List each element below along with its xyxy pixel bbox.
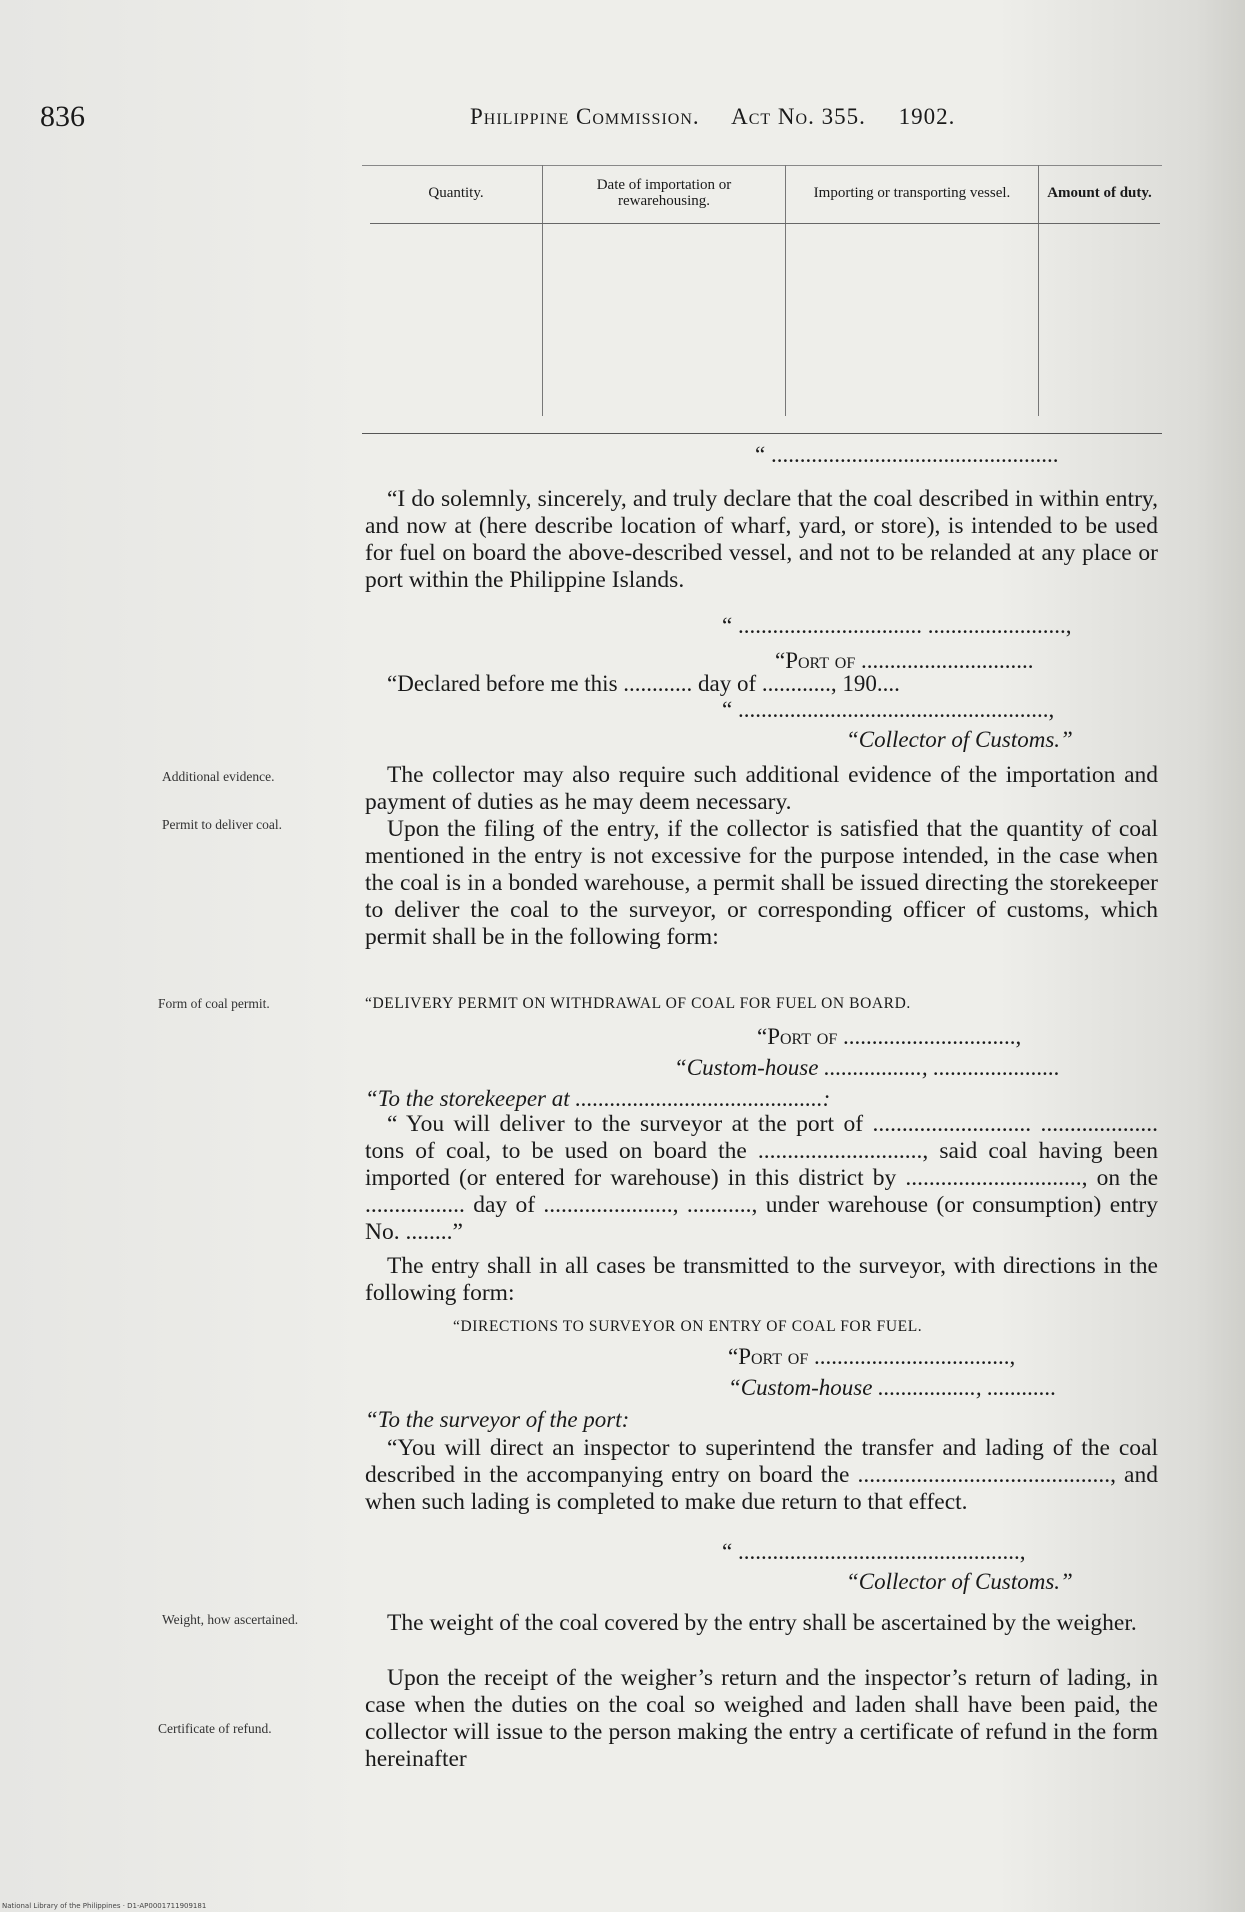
directions-heading: “DIRECTIONS TO SURVEYOR ON ENTRY OF COAL FOR FUEL. <box>453 1318 923 1335</box>
table-cell <box>370 224 543 417</box>
margin-note-additional-evidence: Additional evidence. <box>162 769 275 784</box>
collector-signature: “Collector of Customs.” <box>846 727 1073 752</box>
signature-line: “ ................................ ........................, <box>722 613 1072 638</box>
declared-before-line: “Declared before me this ............ day of ............, 190.... <box>387 671 900 696</box>
column-header-vessel: Importing or transporting vessel. <box>786 165 1039 224</box>
delivery-permit-heading: “DELIVERY PERMIT ON WITHDRAWAL OF COAL FOR FUEL ON BOARD. <box>365 995 911 1012</box>
signature-line: “ ................................................., <box>722 1539 1026 1564</box>
table-header-row <box>370 165 1160 224</box>
entry-transmittal-paragraph: The entry shall in all cases be transmitted to the surveyor, with directions in the following form: <box>365 1253 1158 1306</box>
table-cell <box>786 224 1039 417</box>
custom-house-line: “Custom-house ................., ...................... <box>674 1055 1060 1080</box>
column-header-date: Date of importation or rewarehousing. <box>543 165 786 224</box>
running-head <box>470 104 981 130</box>
port-of-text: “Port of .............................., <box>757 1024 1022 1049</box>
column-header-quantity: Quantity. <box>370 165 543 224</box>
to-storekeeper-line: “To the storekeeper at ...........................................: <box>365 1086 831 1111</box>
collector-signature: “Collector of Customs.” <box>846 1569 1073 1594</box>
signature-line: “ ......................................................, <box>722 697 1055 722</box>
page-number: 836 <box>40 100 85 133</box>
duty-table <box>370 165 1160 416</box>
column-header-duty: Amount of duty. <box>1039 165 1161 224</box>
running-head-year: 1902. <box>898 104 956 129</box>
margin-note-weight: Weight, how ascertained. <box>162 1612 299 1627</box>
port-of-line <box>728 1344 1015 1370</box>
custom-house-line: “Custom-house ................., ............ <box>728 1375 1057 1400</box>
table-cell <box>1039 224 1161 417</box>
page-header <box>0 100 1245 140</box>
port-of-text: “Port of .................................., <box>728 1344 1016 1369</box>
to-surveyor-line: “To the surveyor of the port: <box>365 1407 630 1432</box>
scan-credit: National Library of the Philippines · D1-AP0001711909181 <box>2 1902 207 1910</box>
permit-paragraph: Upon the filing of the entry, if the collector is satisfied that the quantity of coal mentioned in the entry is not excessive for the purpose intended, in the case when the coal is in a bonded warehouse, a permit shall be issued directing the storekeeper to deliver the coal to the surveyor, or corresponding officer of customs, which permit shall be in the following form: <box>365 816 1158 950</box>
port-of-line <box>757 1024 1021 1050</box>
declaration-text: “I do solemnly, sincerely, and truly declare that the coal described in within entry, and now at (here describe location of wharf, yard, or store), is intended to be used for fuel on board the above-described vessel, and not to be relanded at any place or port within the Philippine Islands. <box>365 486 1158 593</box>
running-head-act: Act No. 355. <box>731 104 866 129</box>
refund-paragraph: Upon the receipt of the weigher’s return and the inspector’s return of lading, in case when the duties on the coal so weighed and laden shall have been paid, the collector will issue to the person making the entry a certificate of refund in the form hereinafter <box>365 1665 1158 1772</box>
weight-paragraph: The weight of the coal covered by the entry shall be ascertained by the weigher. <box>387 1610 1137 1636</box>
margin-note-form-of-permit: Form of coal permit. <box>158 996 270 1011</box>
margin-note-permit-to-deliver: Permit to deliver coal. <box>162 817 282 832</box>
directions-body-text: “You will direct an inspector to superintend the transfer and lading of the coal described in the accompanying entry on board the ..........................................., and when such lading is completed to make due return to that effect. <box>365 1435 1158 1515</box>
table-bottom-rule <box>362 433 1162 434</box>
permit-body-text: “ You will deliver to the surveyor at the port of ........................... .................... tons of coal, to be used on board the ............................, said coal having been imported (or entered for warehouse) in this district by .............................., on the ................. day of ......................, ..........., under warehouse (or consumption) entry No. ........” <box>365 1111 1158 1245</box>
table-row <box>370 224 1160 417</box>
additional-evidence-paragraph: The collector may also require such additional evidence of the importation and payment of duties as he may deem necessary. <box>365 762 1158 815</box>
port-of-text: “Port of .............................. <box>775 648 1034 673</box>
margin-note-certificate: Certificate of refund. <box>158 1721 272 1736</box>
running-head-commission: Philippine Commission. <box>470 104 700 129</box>
signature-line: “ .................................................. <box>755 442 1059 467</box>
table-cell <box>543 224 786 417</box>
